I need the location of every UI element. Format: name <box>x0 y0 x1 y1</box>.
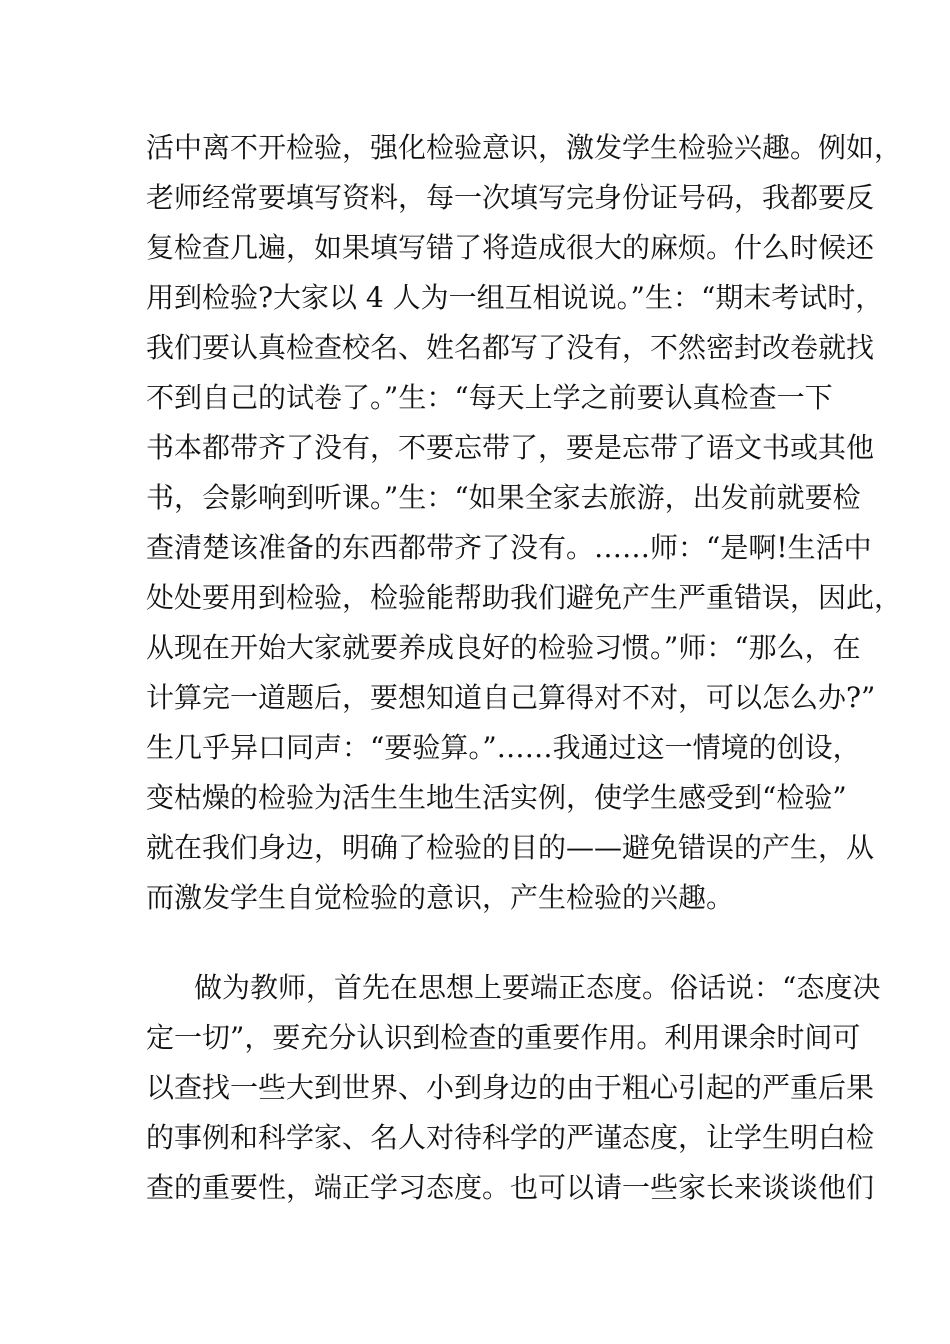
paragraph-line: 处处要用到检验，检验能帮助我们避免产生严重错误，因此， <box>146 581 903 614</box>
paragraph-line: 定一切”，要充分认识到检查的重要作用。利用课余时间可 <box>146 1021 861 1054</box>
paragraph-line: 做为教师，首先在思想上要端正态度。俗话说：“态度决 <box>194 971 881 1004</box>
paragraph-line: 查的重要性，端正学习态度。也可以请一些家长来谈谈他们 <box>146 1171 875 1204</box>
paragraph-line: 书本都带齐了没有，不要忘带了，要是忘带了语文书或其他 <box>146 431 875 464</box>
paragraph-line: 查清楚该准备的东西都带齐了没有。……师：“是啊!生活中 <box>146 531 872 564</box>
paragraph-line: 生几乎异口同声：“要验算。”……我通过这一情境的创设， <box>146 731 861 764</box>
paragraph-line: 我们要认真检查校名、姓名都写了没有，不然密封改卷就找 <box>146 331 875 364</box>
paragraph-line: 老师经常要填写资料，每一次填写完身份证号码，我都要反 <box>146 181 875 214</box>
paragraph-line: 用到检验?大家以 4 人为一组互相说说。”生：“期末考试时， <box>146 281 884 314</box>
paragraph-line: 而激发学生自觉检验的意识，产生检验的兴趣。 <box>146 881 735 914</box>
paragraph-line: 书，会影响到听课。”生：“如果全家去旅游，出发前就要检 <box>146 481 861 514</box>
paragraph-line: 从现在开始大家就要养成良好的检验习惯。”师：“那么，在 <box>146 631 861 664</box>
paragraph-line: 不到自己的试卷了。”生：“每天上学之前要认真检查一下 <box>146 381 833 414</box>
paragraph-line: 计算完一道题后，要想知道自己算得对不对，可以怎么办?” <box>146 681 876 714</box>
paragraph-line: 以查找一些大到世界、小到身边的由于粗心引起的严重后果 <box>146 1071 875 1104</box>
paragraph-line: 复检查几遍，如果填写错了将造成很大的麻烦。什么时候还 <box>146 231 875 264</box>
paragraph-line: 活中离不开检验，强化检验意识，激发学生检验兴趣。例如， <box>146 131 903 164</box>
paragraph-line: 就在我们身边，明确了检验的目的——避免错误的产生，从 <box>146 831 875 864</box>
paragraph-line: 变枯燥的检验为活生生地生活实例，使学生感受到“检验” <box>146 781 847 814</box>
paragraph-line: 的事例和科学家、名人对待科学的严谨态度，让学生明白检 <box>146 1121 875 1154</box>
